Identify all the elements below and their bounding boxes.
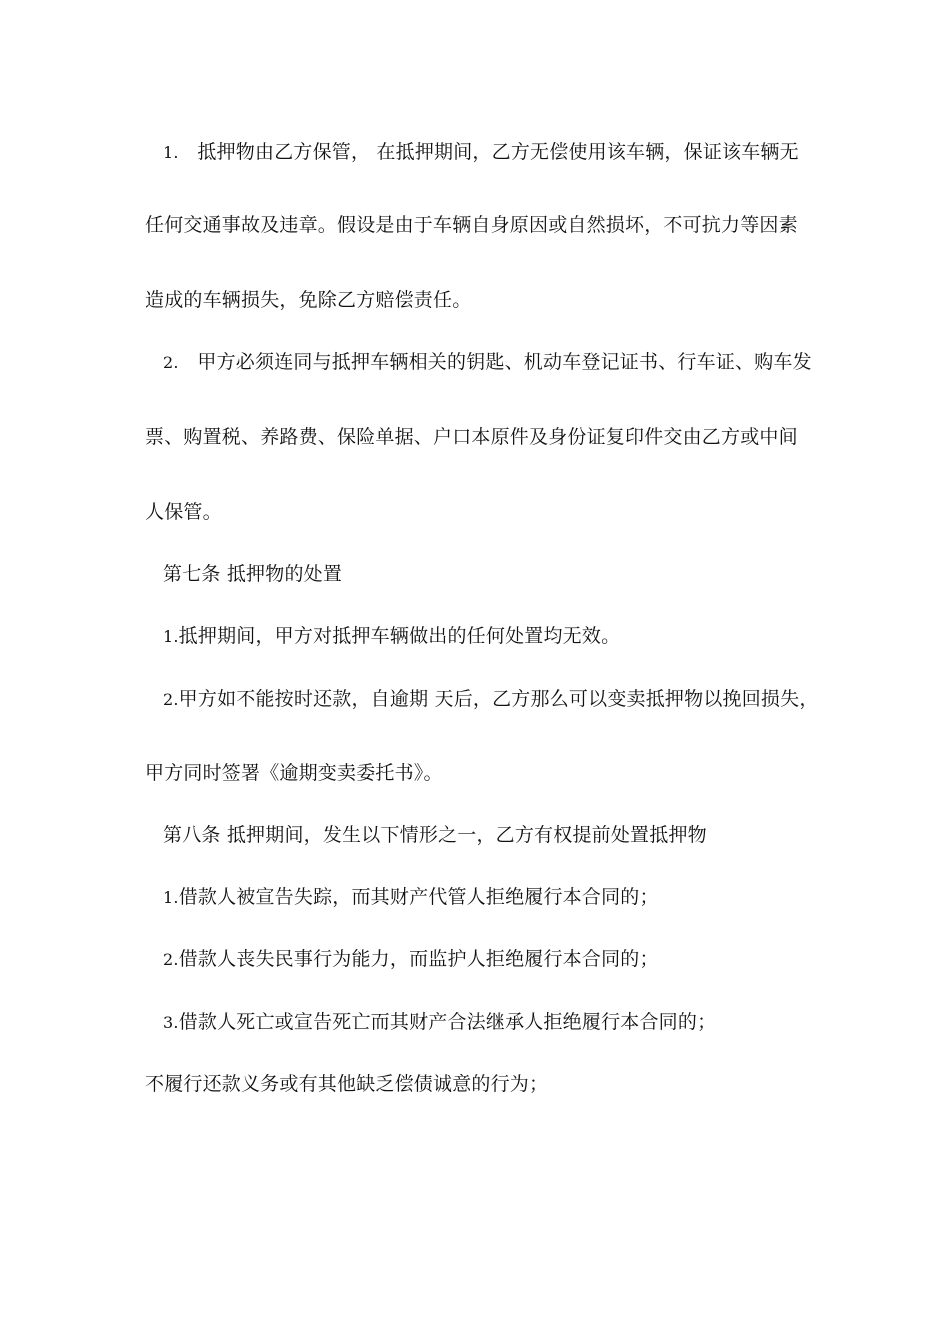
item-number: 2. [163,353,179,372]
item-6-1-line-2: 任何交通事故及违章。假设是由于车辆自身原因或自然损坏，不可抗力等因素 [145,214,798,236]
item-text: 抵押物由乙方保管， 在抵押期间，乙方无偿使用该车辆，保证该车辆无 [197,141,799,163]
item-number: 1. [163,888,179,907]
article-8-heading: 第八条 抵押期间，发生以下情形之一，乙方有权提前处置抵押物 [163,824,707,846]
item-number: 1. [163,143,179,162]
item-6-1-line-1 [163,139,799,166]
article-8-item-3 [163,1009,716,1036]
item-number: 1. [163,627,179,646]
item-text: 甲方如不能按时还款，自逾期 天后，乙方那么可以变卖抵押物以挽回损失， [178,688,819,710]
article-7-heading: 第七条 抵押物的处置 [163,563,343,585]
article-8-item-2 [163,946,659,973]
item-text: 借款人死亡或宣告死亡而其财产合法继承人拒绝履行本合同的； [178,1011,717,1033]
item-text: 借款人被宣告失踪，而其财产代管人拒绝履行本合同的； [178,886,659,908]
item-text: 抵押期间，甲方对抵押车辆做出的任何处置均无效。 [178,625,621,647]
article-7-item-2 [163,686,819,713]
article-8-trailing-line: 不履行还款义务或有其他缺乏偿债诚意的行为； [145,1073,549,1095]
item-6-2-line-1 [163,349,812,376]
item-6-2-line-3: 人保管。 [145,501,222,523]
article-8-item-1 [163,884,659,911]
item-number: 2. [163,690,179,709]
article-7-item-1 [163,623,620,650]
item-number: 3. [163,1013,179,1032]
item-text: 甲方必须连同与抵押车辆相关的钥匙、机动车登记证书、行车证、购车发 [197,351,812,373]
item-number: 2. [163,950,179,969]
article-7-item-2-continuation: 甲方同时签署《逾期变卖委托书》。 [145,762,443,784]
item-6-1-line-3: 造成的车辆损失，免除乙方赔偿责任。 [145,289,472,311]
item-text: 借款人丧失民事行为能力，而监护人拒绝履行本合同的； [178,948,659,970]
item-6-2-line-2: 票、购置税、养路费、保险单据、户口本原件及身份证复印件交由乙方或中间 [145,426,798,448]
